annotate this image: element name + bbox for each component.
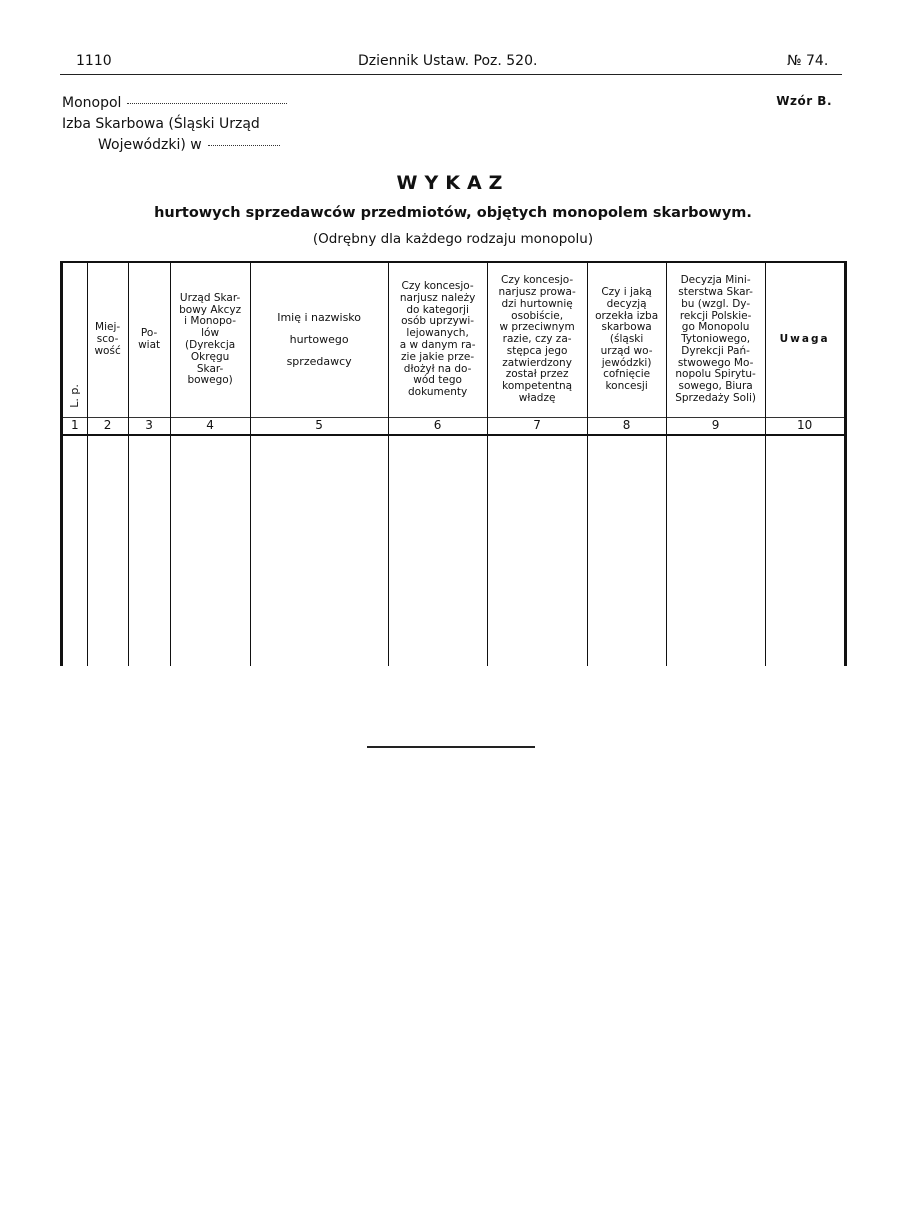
- header-line: Skar-: [196, 362, 224, 375]
- header-line: cofnięcie: [603, 368, 651, 381]
- col-header-6: [388, 262, 487, 418]
- header-line: bowego): [187, 374, 233, 387]
- header-line: wość: [94, 344, 121, 357]
- header-rule: [60, 74, 842, 75]
- header-line: Miej-: [95, 321, 121, 334]
- header-line: stępca jego: [506, 344, 568, 357]
- cell-9[interactable]: [666, 435, 765, 666]
- header-line: władzę: [518, 392, 556, 405]
- header-line: sprzedawcy: [286, 355, 352, 368]
- header-line: go Monopolu: [681, 321, 750, 334]
- col-header-2: [87, 262, 128, 418]
- col-header-9: [666, 262, 765, 418]
- header-line: zie jakie prze-: [401, 350, 475, 363]
- cell-8[interactable]: [587, 435, 666, 666]
- page-number: 1110: [76, 53, 112, 69]
- header-line: razie, czy za-: [502, 333, 572, 346]
- cell-1[interactable]: [62, 435, 88, 666]
- cell-4[interactable]: [170, 435, 250, 666]
- header-line: Czy koncesjo-: [501, 274, 574, 287]
- cell-3[interactable]: [128, 435, 170, 666]
- header-line: nopolu Spirytu-: [675, 368, 756, 381]
- header-line: dzi hurtownię: [501, 297, 573, 310]
- col-number-6: 6: [388, 418, 487, 436]
- col-number-1: 1: [62, 418, 88, 436]
- col-number-5: 5: [250, 418, 388, 436]
- table-header-row: [62, 262, 846, 418]
- col-header-7: [487, 262, 587, 418]
- izba-field: [62, 135, 287, 156]
- header-line: wiat: [138, 339, 161, 351]
- header-line: Decyzja Mini-: [680, 274, 751, 287]
- header-line: hurtowego: [289, 333, 349, 346]
- col-header-4: [170, 262, 250, 418]
- cell-2[interactable]: [87, 435, 128, 666]
- header-line: Imię i nazwisko: [277, 311, 362, 324]
- header-line: i Monopo-: [184, 315, 237, 328]
- document-note: (Odrębny dla każdego rodzaju monopolu): [312, 231, 594, 247]
- header-line: do kategorji: [406, 303, 469, 316]
- header-line: zatwierdzony: [502, 356, 572, 369]
- form-fields: [62, 93, 287, 156]
- cell-10[interactable]: [765, 435, 845, 666]
- header-line: koncesji: [605, 380, 648, 393]
- cell-5[interactable]: [250, 435, 388, 666]
- header-line: sowego, Biura: [678, 380, 753, 393]
- monopol-field: [62, 93, 287, 114]
- monopol-label: Monopol: [62, 95, 122, 111]
- col-header-10: Uwaga: [765, 262, 845, 418]
- header-line: w przeciwnym: [499, 321, 575, 334]
- izba-blank[interactable]: [208, 145, 280, 146]
- header-line: skarbowa: [601, 321, 652, 334]
- col-number-8: 8: [587, 418, 666, 436]
- col-number-4: 4: [170, 418, 250, 436]
- header-line: (Dyrekcja: [185, 339, 236, 351]
- header-line: Po-: [140, 327, 158, 340]
- header-line: jewódzki): [601, 356, 652, 369]
- header-line: Czy koncesjo-: [401, 280, 474, 293]
- header-line: urząd wo-: [600, 344, 653, 357]
- header-line: bu (wzgl. Dy-: [681, 297, 751, 310]
- document-title: WYKAZ: [396, 172, 510, 194]
- header-line: orzekła izba: [595, 309, 659, 322]
- header-line: Czy i jaką: [601, 285, 652, 298]
- header-line: a w danym ra-: [399, 339, 476, 351]
- col-number-7: 7: [487, 418, 587, 436]
- register-table: [60, 261, 847, 666]
- header-line: lów: [201, 327, 220, 340]
- header-line: bowy Akcyz: [179, 303, 242, 316]
- col-number-9: 9: [666, 418, 765, 436]
- header-line: decyzją: [606, 297, 647, 310]
- header-line: lejowanych,: [406, 327, 469, 340]
- header-line: sterstwa Skar-: [678, 285, 753, 298]
- header-line: Dyrekcji Pań-: [681, 344, 750, 357]
- header-line: został przez: [505, 368, 569, 381]
- journal-reference: Dziennik Ustaw. Poz. 520.: [358, 53, 538, 69]
- header-line: sco-: [96, 333, 119, 346]
- header-line: narjusz prowa-: [498, 285, 576, 298]
- header-line: Sprzedaży Soli): [675, 392, 757, 405]
- header-line: osobiście,: [511, 309, 564, 322]
- header-line: wód tego: [413, 374, 462, 387]
- col-number-3: 3: [128, 418, 170, 436]
- end-rule: [367, 746, 535, 748]
- document-subtitle: hurtowych sprzedawców przedmiotów, objętych monopolem skarbowym.: [154, 205, 752, 221]
- col-header-5: [250, 262, 388, 418]
- column-number-row: [62, 418, 846, 436]
- col-number-10: 10: [765, 418, 845, 436]
- header-line: Urząd Skar-: [179, 291, 241, 304]
- table-body-empty: [62, 435, 846, 666]
- col-header-3: [128, 262, 170, 418]
- header-line: (śląski: [609, 333, 644, 346]
- monopol-blank[interactable]: [127, 103, 287, 104]
- form-label: Wzór B.: [776, 94, 832, 108]
- col-header-1: L. p.: [62, 262, 88, 418]
- header-line: osób uprzywi-: [401, 315, 475, 328]
- cell-7[interactable]: [487, 435, 587, 666]
- header-line: dłożył na do-: [403, 362, 472, 375]
- cell-6[interactable]: [388, 435, 487, 666]
- header-line: stwowego Mo-: [677, 356, 754, 369]
- izba-label-line1: Izba Skarbowa (Śląski Urząd: [62, 116, 260, 132]
- header-line: rekcji Polskie-: [679, 309, 752, 322]
- header-line: dokumenty: [408, 386, 468, 399]
- header-line: kompetentną: [502, 380, 573, 393]
- col-number-2: 2: [87, 418, 128, 436]
- izba-label-line2: Wojewódzki) w: [98, 137, 202, 153]
- header-line: narjusz należy: [399, 291, 476, 304]
- col-header-8: [587, 262, 666, 418]
- issue-number: № 74.: [787, 53, 829, 69]
- header-line: Okręgu: [190, 350, 230, 363]
- header-line: Tytoniowego,: [681, 333, 751, 346]
